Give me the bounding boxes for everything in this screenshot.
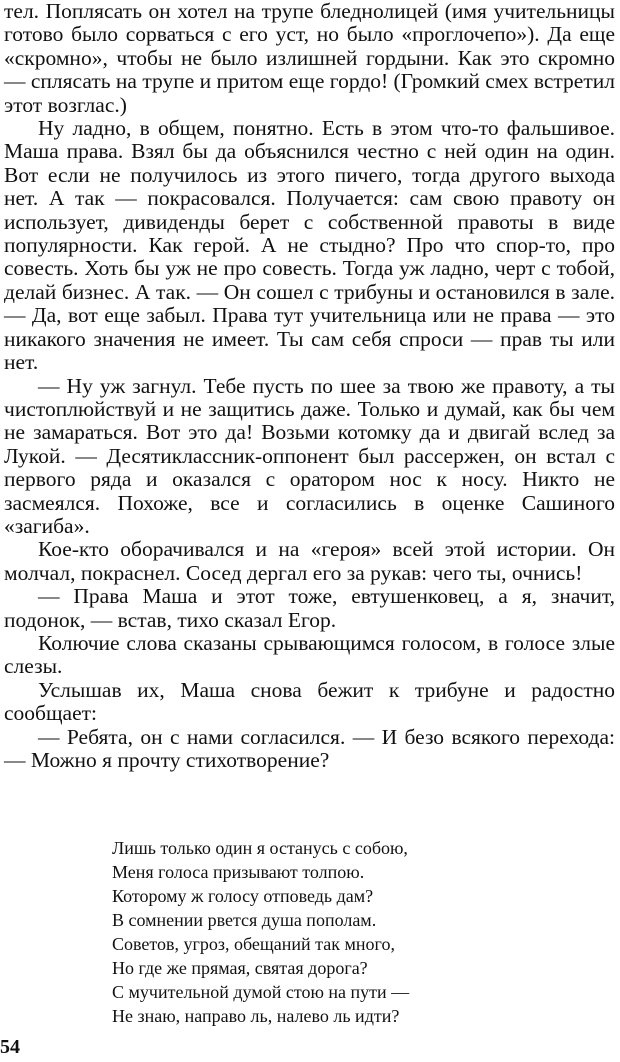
paragraph: — Ребята, он с нами согласился. — И безо всякого перехода: — Можно я прочту стихотворение? bbox=[4, 724, 615, 772]
page-number: 54 bbox=[0, 1036, 20, 1058]
poem-block bbox=[112, 836, 492, 1028]
paragraph: Кое-кто оборачивался и на «героя» всей этой истории. Он молчал, покраснел. Сосед дергал его за рукав: чего ты, очнись! bbox=[4, 537, 615, 585]
poem-line: Меня голоса призывают толпою. bbox=[112, 862, 365, 882]
poem-line: С мучительной думой стою на пути — bbox=[112, 982, 410, 1002]
poem-line: Не знаю, направо ль, налево ль идти? bbox=[112, 1006, 400, 1026]
prose-body bbox=[4, 0, 615, 772]
paragraph: тел. Поплясать он хотел на трупе бледнолицей (имя учительницы готово было сорваться с его уст, но было «проглочепо»). Да еще «скромно», чтобы не было излишней гордыни. Как это скромно — сплясать на трупе и притом еще гордо! (Громкий смех встретил этот возглас.) bbox=[4, 0, 615, 117]
poem-line: Советов, угроз, обещаний так много, bbox=[112, 934, 395, 954]
paragraph: — Права Маша и этот тоже, евтушенковец, а я, значит, подонок, — встав, тихо сказал Егор. bbox=[4, 584, 615, 632]
poem-line: Но где же прямая, святая дорога? bbox=[112, 958, 368, 978]
poem-line: Лишь только один я останусь с собою, bbox=[112, 838, 408, 858]
poem-line: Которому ж голосу отповедь дам? bbox=[112, 886, 374, 906]
poem-line: В сомнении рвется душа пополам. bbox=[112, 910, 377, 930]
paragraph: Колючие слова сказаны срывающимся голосом, в голосе злые слезы. bbox=[4, 630, 615, 679]
paragraph: — Ну уж загнул. Тебе пусть по шее за твою же правоту, а ты чистоплюйствуй и не защитись даже. Только и думай, как бы чем не замараться. Вот это да! Возьми котомку да и двигай вслед за Лукой. — Десятиклассник-оппонент был рассержен, он встал с первого ряда и оказался с оратором нос к носу. Никто не засмеялся. Похоже, все и согласились в оценке Сашиного «загиба». bbox=[4, 373, 615, 538]
paragraph: Услышав их, Маша снова бежит к трибуне и радостно сообщает: bbox=[4, 677, 615, 726]
paragraph: Ну ладно, в общем, понятно. Есть в этом что-то фальшивое. Маша права. Взял бы да объяснился честно с ней один на один. Вот если не получилось из этого пичего, тогда другого выхода нет. А так — покрасовался. Получается: сам свою правоту он использует, дивиденды берет с собственной правоты в виде популярности. Как герой. А не стыдно? Про что спор-то, про совесть. Хоть бы уж не про совесть. Тогда уж ладно, черт с тобой, делай бизнес. А так. — Он сошел с трибуны и остановился в зале. — Да, вот еще забыл. Права тут учительница или не права — это никакого значения не имеет. Ты сам себя спроси — прав ты или нет. bbox=[4, 116, 615, 375]
